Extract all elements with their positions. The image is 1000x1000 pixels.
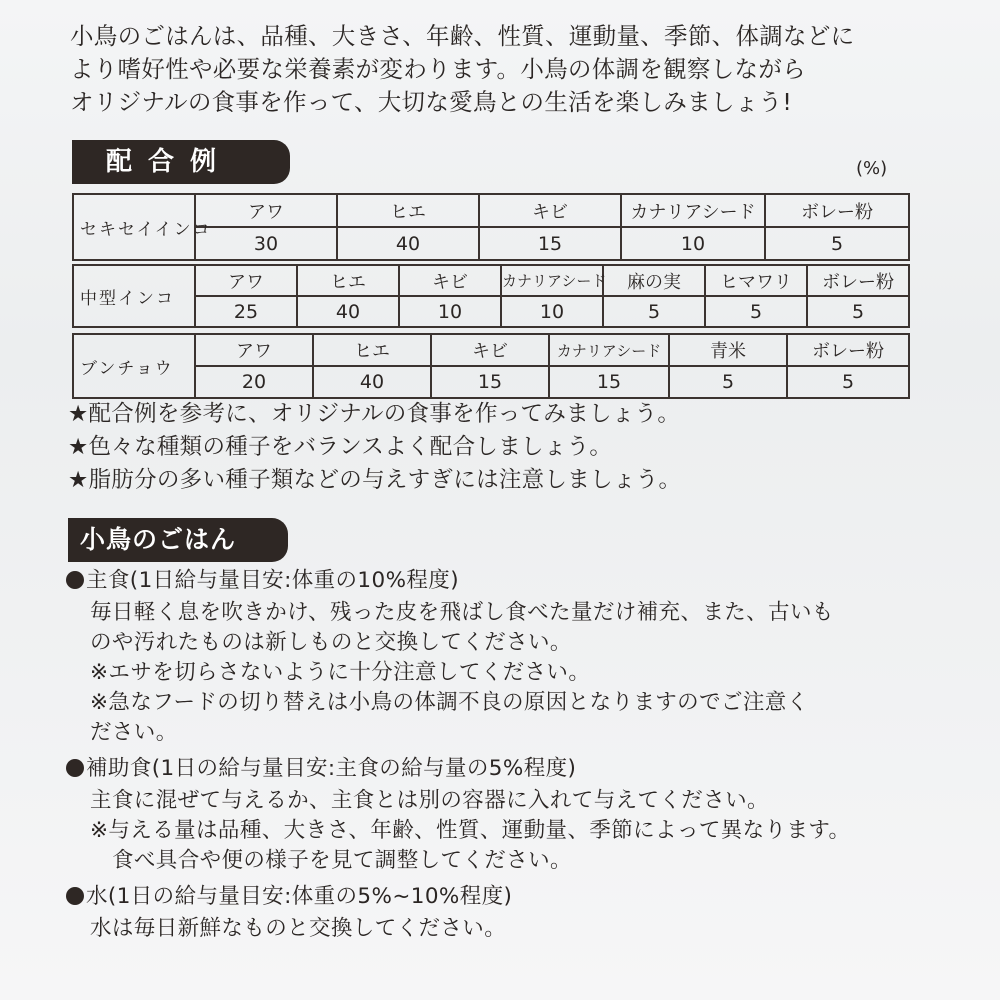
staple-note: ※エサを切らさないように十分注意してください。 [90, 660, 591, 685]
ratio-value: 20 [195, 366, 313, 398]
ratio-value: 5 [807, 296, 909, 327]
ratio-value: 15 [431, 366, 549, 398]
ratio-value: 30 [195, 227, 337, 260]
staple-text: のや汚れたものは新しものと交換してください。 [90, 630, 572, 655]
water-text: 水は毎日新鮮なものと交換してください。 [90, 916, 507, 941]
supplement-note: ※与える量は品種、大きさ、年齢、性質、運動量、季節によって異なります。 [90, 818, 851, 843]
seed-header: キビ [399, 265, 501, 296]
seed-header: アワ [195, 265, 297, 296]
seed-header: 麻の実 [603, 265, 705, 296]
recipe-notes [68, 398, 681, 497]
seed-header: キビ [431, 334, 549, 366]
ratio-value: 40 [313, 366, 431, 398]
seed-header: カナリアシード [549, 334, 669, 366]
staple-heading-text: 主食(1日給与量目安:体重の10%程度) [86, 568, 459, 593]
ratio-value: 10 [399, 296, 501, 327]
bird-name: 中型インコ [73, 265, 195, 327]
seed-header: アワ [195, 194, 337, 227]
feeding-guide [66, 566, 946, 944]
seed-header: ヒエ [337, 194, 479, 227]
note-line: ★配合例を参考に、オリジナルの食事を作ってみましょう。 [68, 401, 681, 427]
seed-header: 青米 [669, 334, 787, 366]
ratio-value: 40 [337, 227, 479, 260]
seed-header: カナリアシード [621, 194, 765, 227]
seed-header: ボレー粉 [787, 334, 909, 366]
supplement-heading-text: 補助食(1日の給与量目安:主食の給与量の5%程度) [86, 756, 577, 781]
ratio-value: 15 [549, 366, 669, 398]
ratio-value: 5 [765, 227, 909, 260]
bird-name: セキセイインコ [73, 194, 195, 260]
seed-header: ヒエ [313, 334, 431, 366]
bullet-icon [66, 571, 84, 589]
seed-header: アワ [195, 334, 313, 366]
ratio-value: 40 [297, 296, 399, 327]
seed-header: ヒエ [297, 265, 399, 296]
ratio-value: 5 [787, 366, 909, 398]
seed-header: カナリアシード [501, 265, 603, 296]
staple-text: 毎日軽く息を吹きかけ、残った皮を飛ばし食べた量だけ補充、また、古いも [90, 600, 834, 625]
intro-line: オリジナルの食事を作って、大切な愛鳥との生活を楽しみましょう! [70, 88, 793, 116]
intro-paragraph [70, 20, 930, 119]
ratio-value: 10 [621, 227, 765, 260]
recipe-table-budgerigar [72, 193, 910, 261]
staple-note: ださい。 [90, 720, 178, 745]
water-heading [66, 882, 946, 914]
recipe-section-title: 配合例 [72, 140, 290, 184]
seed-header: ボレー粉 [807, 265, 909, 296]
intro-line: より嗜好性や必要な栄養素が変わります。小鳥の体調を観察しながら [70, 55, 806, 83]
supplement-note: 食べ具合や便の様子を見て調整してください。 [112, 848, 572, 873]
ratio-value: 25 [195, 296, 297, 327]
ratio-value: 10 [501, 296, 603, 327]
food-section-title: 小鳥のごはん [68, 518, 288, 562]
water-heading-text: 水(1日の給与量目安:体重の5%~10%程度) [86, 884, 513, 909]
intro-line: 小鳥のごはんは、品種、大きさ、年齢、性質、運動量、季節、体調などに [70, 22, 855, 50]
seed-header: キビ [479, 194, 621, 227]
unit-label: (%) [856, 158, 888, 179]
recipe-table-medium-parakeet [72, 264, 910, 328]
ratio-value: 5 [705, 296, 807, 327]
supplement-text: 主食に混ぜて与えるか、主食とは別の容器に入れて与えてください。 [90, 788, 769, 813]
ratio-value: 5 [603, 296, 705, 327]
staple-heading [66, 566, 946, 598]
bullet-icon [66, 887, 84, 905]
recipe-table-java-sparrow [72, 333, 910, 399]
bullet-icon [66, 759, 84, 777]
note-line: ★色々な種類の種子をバランスよく配合しましょう。 [68, 434, 613, 460]
bird-name: ブンチョウ [73, 334, 195, 398]
note-line: ★脂肪分の多い種子類などの与えすぎには注意しましょう。 [68, 467, 682, 493]
supplement-heading [66, 754, 946, 786]
ratio-value: 5 [669, 366, 787, 398]
staple-note: ※急なフードの切り替えは小鳥の体調不良の原因となりますのでご注意く [90, 690, 809, 715]
seed-header: ボレー粉 [765, 194, 909, 227]
seed-header: ヒマワリ [705, 265, 807, 296]
ratio-value: 15 [479, 227, 621, 260]
